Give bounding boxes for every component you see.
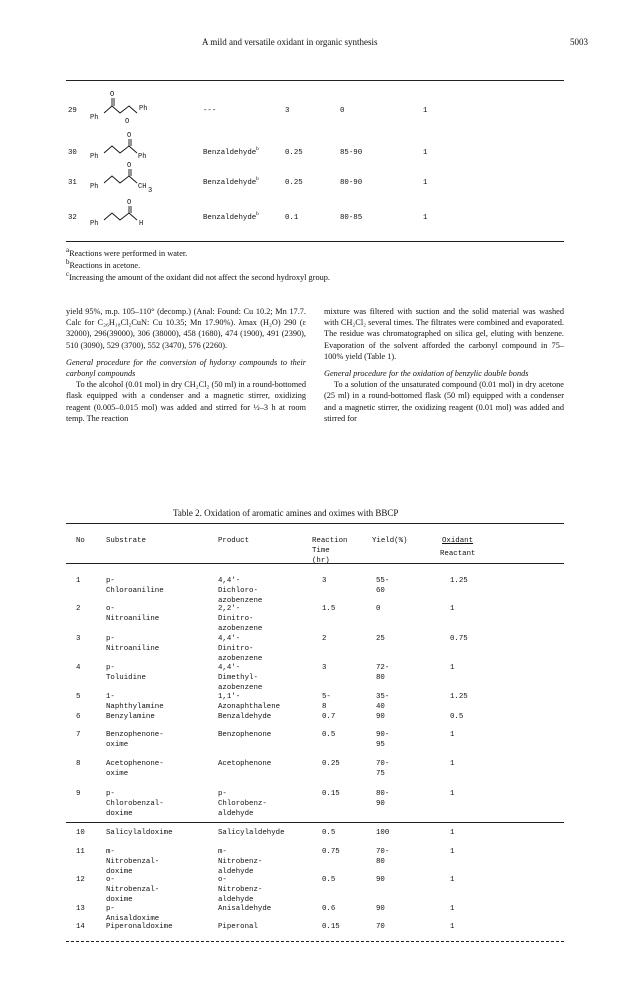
substrate: Benzophenone- oxime <box>106 731 164 749</box>
oxidant-ratio: 1 <box>423 214 428 222</box>
reaction-time: 0.15 <box>322 790 340 798</box>
structure-label: O <box>125 118 130 126</box>
reaction-time: 0.25 <box>285 149 303 157</box>
structure-label: O <box>127 132 132 140</box>
yield: 90 <box>376 876 385 884</box>
row-number: 4 <box>76 664 81 672</box>
structure-label: O <box>127 162 132 170</box>
reagent: Benzaldehyde <box>203 214 257 222</box>
column-header-time: Reaction Time (hr) <box>312 537 348 565</box>
footnote-text: Reactions in acetone. <box>69 260 141 270</box>
substrate: p-Anisaldoxime <box>106 905 160 923</box>
reaction-time: 0.5 <box>322 876 336 884</box>
product: Salicylaldehyde <box>218 829 285 837</box>
yield: 80-85 <box>340 214 363 222</box>
structure-label: H <box>139 220 144 228</box>
paragraph: To a solution of the unsaturated compound (0.01 mol) in dry acetone (25 ml) in a round-bottomed flask (50 ml) equipped with a condenser and a magnetic stirrer, the oxidizing reagent (0.01 mol) was added and stirred for <box>324 380 564 423</box>
paragraph: mixture was filtered with suction and the solid material was washed with CH₂Cl₂ several times. The filtrates were combined and evaporated. The residue was chromatographed on silica gel, eluting with benzene. Evaporation of the solvent afforded the carbonyl compound in 75–100% yield (Table 1). <box>324 307 564 361</box>
product: o-Nitrobenz- aldehyde <box>218 876 263 904</box>
product: Acetophenone <box>218 760 272 768</box>
oxidant-ratio: 1 <box>450 829 455 837</box>
reaction-time: 0.25 <box>285 179 303 187</box>
reaction-time: 0.15 <box>322 923 340 931</box>
running-title: A mild and versatile oxidant in organic synthesis <box>202 37 378 47</box>
reaction-time: 5-8 <box>322 693 331 711</box>
product: 4,4'-Dimethyl- azobenzene <box>218 664 263 692</box>
paragraph: yield 95%, m.p. 105–110° (decomp.) (Anal: Found: Cu 10.2; Mn 17.7. Calc for C₂₆H₁₈Cl₂CuN: Cu 10.35; Mn 17.90%). λmax (H₂O) 290 (ε 32000), 296(39000), 306 (38000), 458 (1680), 474 (1900), 491 (2390), 510 (3090), 529 (3700), 552 (3470), 576 (2260). <box>66 307 306 350</box>
row-number: 5 <box>76 693 81 701</box>
oxidant-ratio: 1 <box>423 179 428 187</box>
column-header-no: No <box>76 537 85 545</box>
reaction-time: 0.6 <box>322 905 336 913</box>
structure-label: O <box>127 199 132 207</box>
substrate: 1-Naphthylamine <box>106 693 164 711</box>
footnote-text: Reactions were performed in water. <box>69 248 188 258</box>
structure-bonds <box>104 176 137 183</box>
footnote-c <box>66 271 330 282</box>
oxidant-ratio: 1 <box>450 876 455 884</box>
table1-top-rule <box>66 80 564 81</box>
reaction-time: 3 <box>285 107 290 115</box>
row-number: 2 <box>76 605 81 613</box>
table2-top-rule <box>66 523 564 524</box>
structure-label: Ph <box>139 105 148 113</box>
row-number: 13 <box>76 905 85 913</box>
footnote-mark: c <box>66 271 70 278</box>
yield: 35-40 <box>376 693 390 711</box>
table2-caption: Table 2. Oxidation of aromatic amines and oximes with BBCP <box>173 508 399 518</box>
product: 1,1'-Azonaphthalene <box>218 693 281 711</box>
oxidant-ratio: 1 <box>450 790 455 798</box>
reaction-time: 0.7 <box>322 713 336 721</box>
yield: 90 <box>376 713 385 721</box>
structure-label: O <box>110 91 115 99</box>
reagent: --- <box>203 107 217 115</box>
yield: 90-95 <box>376 731 390 749</box>
reagent-footnote-mark: b <box>256 176 259 182</box>
row-number: 8 <box>76 760 81 768</box>
row-number: 1 <box>76 577 81 585</box>
oxidant-ratio: 1 <box>450 760 455 768</box>
row-number: 11 <box>76 848 85 856</box>
oxidant-ratio: 1 <box>450 664 455 672</box>
table2-header-rule <box>66 563 564 564</box>
row-number: 32 <box>68 214 77 222</box>
row-number: 30 <box>68 149 77 157</box>
product: m-Nitrobenz- aldehyde <box>218 848 263 876</box>
yield: 90 <box>376 905 385 913</box>
structure-label: Ph <box>90 114 99 122</box>
reaction-time: 3 <box>322 664 327 672</box>
substrate: p-Nitroaniline <box>106 635 160 653</box>
reagent-footnote-mark: b <box>256 211 259 217</box>
reaction-time: 0.25 <box>322 760 340 768</box>
table2-mid-rule <box>66 822 564 823</box>
oxidant-ratio: 1 <box>423 107 428 115</box>
table1-bottom-rule <box>66 241 564 242</box>
row-number: 10 <box>76 829 85 837</box>
structure-label: 3 <box>148 187 153 195</box>
substrate: Piperonaldoxime <box>106 923 173 931</box>
substrate: o-Nitroaniline <box>106 605 160 623</box>
structure-label: Ph <box>90 183 99 191</box>
column-header-substrate: Substrate <box>106 537 146 545</box>
yield: 55-60 <box>376 577 390 595</box>
product: Benzaldehyde <box>218 713 272 721</box>
yield: 80-90 <box>376 790 390 808</box>
product: 4,4'-Dinitro- azobenzene <box>218 635 263 663</box>
product: p-Chlorobenz- aldehyde <box>218 790 267 818</box>
oxidant-ratio: 1 <box>450 605 455 613</box>
column-header-reactant: Reactant <box>440 550 476 558</box>
reaction-time: 2 <box>322 635 327 643</box>
oxidant-ratio: 1 <box>450 848 455 856</box>
body-right-column <box>324 306 564 424</box>
yield: 80-90 <box>340 179 363 187</box>
reaction-time: 0.75 <box>322 848 340 856</box>
yield: 25 <box>376 635 385 643</box>
product: Anisaldehyde <box>218 905 272 913</box>
section-heading: General procedure for the oxidation of benzylic double bonds <box>324 369 529 379</box>
yield: 85-90 <box>340 149 363 157</box>
structure-label: Ph <box>90 220 99 228</box>
product: 4,4'-Dichloro- azobenzene <box>218 577 263 605</box>
product: Benzophenone <box>218 731 272 739</box>
paragraph: To the alcohol (0.01 mol) in dry CH₂Cl₂ (50 ml) in a round-bottomed flask equipped with a condenser and a magnetic stirrer, oxidizing reagent (0.005–0.015 mol) was added and stirred for ½–3 h at room temp. The reaction <box>66 380 306 423</box>
reagent: Benzaldehyde <box>203 179 257 187</box>
substrate: Benzylamine <box>106 713 155 721</box>
product: Piperonal <box>218 923 258 931</box>
footnote-a <box>66 247 187 258</box>
row-number: 31 <box>68 179 77 187</box>
structure-label: Ph <box>138 153 147 161</box>
row-number: 9 <box>76 790 81 798</box>
oxidant-ratio: 0.75 <box>450 635 468 643</box>
substrate: m-Nitrobenzal- doxime <box>106 848 160 876</box>
structure-bonds <box>104 106 137 113</box>
structure-label: Ph <box>90 153 99 161</box>
column-header-yield: Yield(%) <box>372 537 408 545</box>
yield: 70-80 <box>376 848 390 866</box>
oxidant-ratio: 1 <box>423 149 428 157</box>
reaction-time: 0.5 <box>322 731 336 739</box>
product: 2,2'-Dinitro- azobenzene <box>218 605 263 633</box>
row-number: 29 <box>68 107 77 115</box>
row-number: 3 <box>76 635 81 643</box>
yield: 70 <box>376 923 385 931</box>
reaction-time: 0.5 <box>322 829 336 837</box>
yield: 70-75 <box>376 760 390 778</box>
row-number: 6 <box>76 713 81 721</box>
structure-bonds <box>104 213 137 220</box>
reaction-time: 0.1 <box>285 214 299 222</box>
substrate: Salicylaldoxime <box>106 829 173 837</box>
structure-bonds <box>104 146 137 153</box>
reagent: Benzaldehyde <box>203 149 257 157</box>
oxidant-ratio: 1 <box>450 731 455 739</box>
reaction-time: 3 <box>322 577 327 585</box>
column-header-product: Product <box>218 537 250 545</box>
table2-bottom-rule <box>66 941 564 942</box>
row-number: 14 <box>76 923 85 931</box>
yield: 0 <box>340 107 345 115</box>
footnote-mark: a <box>66 247 70 254</box>
column-header-oxidant: Oxidant <box>442 537 474 545</box>
yield: 100 <box>376 829 390 837</box>
substrate: Acetophenone- oxime <box>106 760 164 778</box>
footnote-b <box>66 259 140 270</box>
oxidant-ratio: 1 <box>450 923 455 931</box>
yield: 72-80 <box>376 664 390 682</box>
oxidant-ratio: 0.5 <box>450 713 464 721</box>
substrate: o-Nitrobenzal- doxime <box>106 876 160 904</box>
row-number: 7 <box>76 731 81 739</box>
reaction-time: 1.5 <box>322 605 336 613</box>
oxidant-ratio: 1 <box>450 905 455 913</box>
section-heading: General procedure for the conversion of hydorxy compounds to their carbonyl compounds <box>66 357 306 379</box>
substrate: p-Chlorobenzal- doxime <box>106 790 164 818</box>
structure-label: CH <box>138 183 147 191</box>
row-number: 12 <box>76 876 85 884</box>
page-number: 5003 <box>570 37 588 47</box>
body-left-column <box>66 306 306 424</box>
substrate: p-Toluidine <box>106 664 146 682</box>
footnote-mark: b <box>66 259 70 266</box>
footnote-text: Increasing the amount of the oxidant did not affect the second hydroxyl group. <box>69 272 330 282</box>
yield: 0 <box>376 605 381 613</box>
oxidant-ratio: 1.25 <box>450 577 468 585</box>
substrate: p-Chloroaniline <box>106 577 164 595</box>
reagent-footnote-mark: b <box>256 146 259 152</box>
oxidant-ratio: 1.25 <box>450 693 468 701</box>
